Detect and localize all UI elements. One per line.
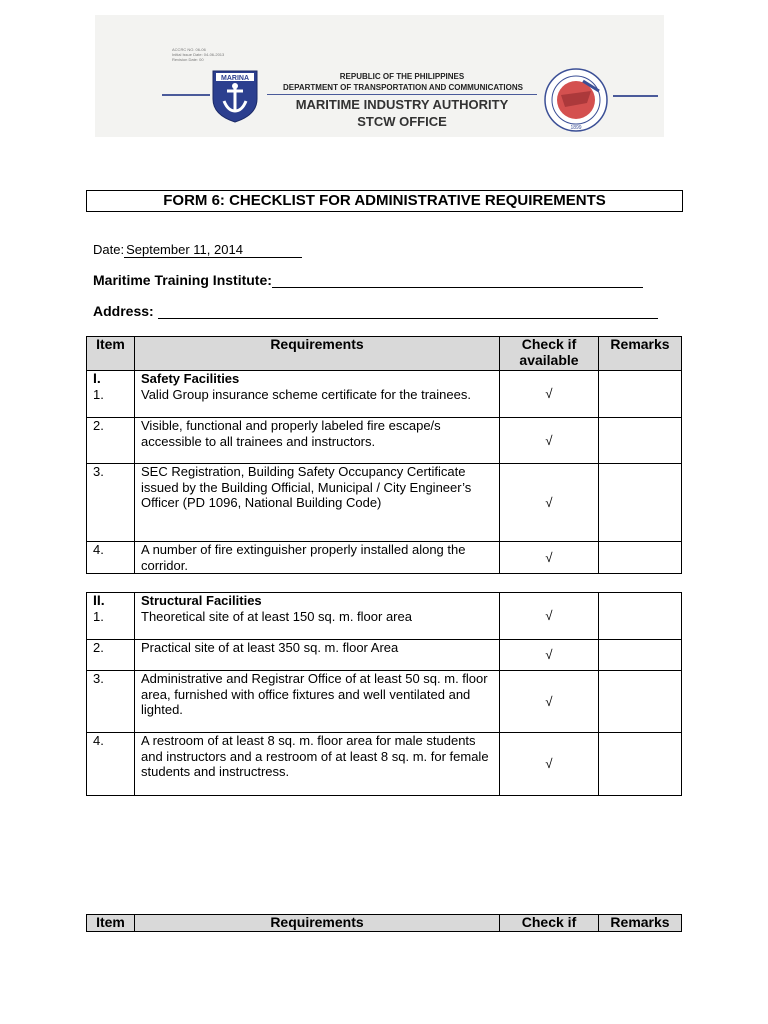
checklist-table-continued xyxy=(86,914,682,932)
banner-rule-left xyxy=(162,94,210,96)
svg-text:MARINA: MARINA xyxy=(221,75,249,82)
date-label: Date: xyxy=(93,242,125,257)
header-remarks: Remarks xyxy=(599,337,682,371)
requirement-text: Visible, functional and properly labeled fire escape/s accessible to all trainees and instructors. xyxy=(135,418,500,464)
requirement-text: A number of fire extinguisher properly installed along the corridor. xyxy=(135,542,500,574)
requirement-text: Practical site of at least 350 sq. m. floor Area xyxy=(135,640,500,671)
checklist-table-structural xyxy=(86,592,682,796)
check-cell[interactable]: √ xyxy=(500,418,599,464)
section-title: Safety Facilities xyxy=(141,371,240,386)
header-office: STCW OFFICE xyxy=(357,114,447,129)
address-label: Address: xyxy=(93,303,154,319)
remarks-cell[interactable] xyxy=(599,640,682,671)
letterhead-banner xyxy=(95,15,664,137)
header-check: Check if available xyxy=(500,337,599,371)
requirement-text: SEC Registration, Building Safety Occupancy Certificate issued by the Building Official, Municipal / City Engineer’s Officer (PD 1096, National Building Code) xyxy=(135,464,500,542)
item-number: 3. xyxy=(87,464,135,542)
check-cell[interactable]: √ xyxy=(500,640,599,671)
mti-field-row xyxy=(93,272,643,288)
header-check: Check if xyxy=(500,915,599,932)
check-cell[interactable]: √ xyxy=(500,371,599,418)
table-header-row xyxy=(87,337,682,371)
table-row xyxy=(87,464,682,542)
requirement-text: A restroom of at least 8 sq. m. floor area for male students and instructors and a restroom of at least 8 sq. m. for female students and instructress. xyxy=(135,733,500,796)
item-number: 3. xyxy=(87,671,135,733)
table-row xyxy=(87,733,682,796)
requirement-text: Administrative and Registrar Office of at least 50 sq. m. floor area, furnished with office fixtures and well ventilated and lighted. xyxy=(135,671,500,733)
header-requirements: Requirements xyxy=(135,915,500,932)
check-cell[interactable]: √ xyxy=(500,671,599,733)
mti-label: Maritime Training Institute: xyxy=(93,272,272,288)
date-field-row xyxy=(93,242,302,258)
table-row xyxy=(87,418,682,464)
date-field[interactable]: September 11, 2014 xyxy=(124,242,302,258)
requirement-text: Safety Facilities Valid Group insurance scheme certificate for the trainees. xyxy=(135,371,500,418)
document-control-code: ACCRC NO. 06-06 Initial Issue Date: 04-06-2013 Revision Date: 00 xyxy=(172,47,225,62)
header-department: DEPARTMENT OF TRANSPORTATION AND COMMUNICATIONS xyxy=(283,83,523,92)
header-item: Item xyxy=(87,337,135,371)
remarks-cell[interactable] xyxy=(599,371,682,418)
requirement-text: Structural Facilities Theoretical site of at least 150 sq. m. floor area xyxy=(135,593,500,640)
item-number: I. 1. xyxy=(87,371,135,418)
header-item: Item xyxy=(87,915,135,932)
check-cell[interactable]: √ xyxy=(500,464,599,542)
dotc-seal-icon xyxy=(543,67,609,133)
form-title: FORM 6: CHECKLIST FOR ADMINISTRATIVE REQUIREMENTS xyxy=(86,190,683,212)
header-agency: MARITIME INDUSTRY AUTHORITY xyxy=(295,97,509,112)
header-republic: REPUBLIC OF THE PHILIPPINES xyxy=(339,72,465,81)
table-row xyxy=(87,671,682,733)
remarks-cell[interactable] xyxy=(599,733,682,796)
remarks-cell[interactable] xyxy=(599,418,682,464)
table-row xyxy=(87,593,682,640)
remarks-cell[interactable] xyxy=(599,671,682,733)
item-number: II. 1. xyxy=(87,593,135,640)
banner-rule-center xyxy=(267,94,537,95)
marina-logo-icon xyxy=(210,69,260,123)
remarks-cell[interactable] xyxy=(599,464,682,542)
item-number: 2. xyxy=(87,418,135,464)
check-cell[interactable]: √ xyxy=(500,542,599,574)
checklist-table-safety xyxy=(86,336,682,574)
check-cell[interactable]: √ xyxy=(500,593,599,640)
svg-text:1899: 1899 xyxy=(570,125,582,131)
check-cell[interactable]: √ xyxy=(500,733,599,796)
table-row xyxy=(87,542,682,574)
item-number: 4. xyxy=(87,542,135,574)
item-number: 4. xyxy=(87,733,135,796)
header-requirements: Requirements xyxy=(135,337,500,371)
address-field[interactable] xyxy=(158,303,658,319)
section-title: Structural Facilities xyxy=(141,593,262,608)
table-header-row xyxy=(87,915,682,932)
remarks-cell[interactable] xyxy=(599,542,682,574)
table-row xyxy=(87,371,682,418)
remarks-cell[interactable] xyxy=(599,593,682,640)
header-remarks: Remarks xyxy=(599,915,682,932)
banner-rule-right xyxy=(613,95,658,97)
table-row xyxy=(87,640,682,671)
mti-field[interactable] xyxy=(272,272,643,288)
item-number: 2. xyxy=(87,640,135,671)
address-field-row xyxy=(93,303,658,319)
